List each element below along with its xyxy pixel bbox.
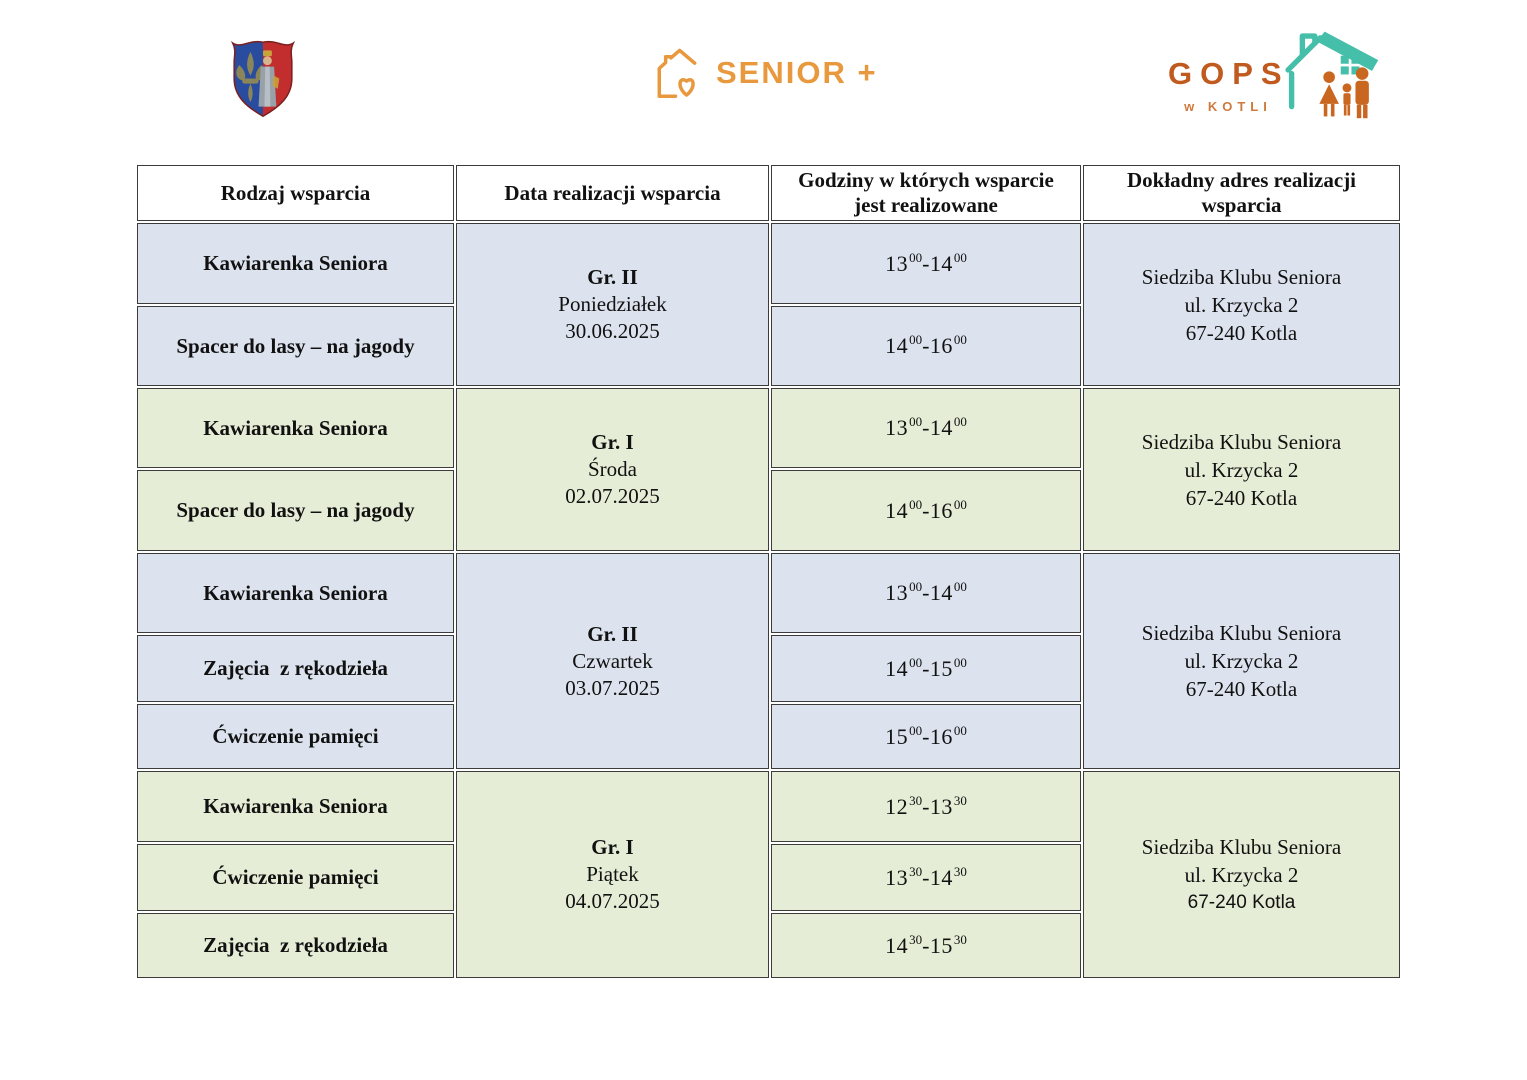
hours-cell	[771, 306, 1081, 386]
address-line: Siedziba Klubu Seniora	[1141, 621, 1342, 645]
minute-end: 30	[953, 863, 967, 879]
table-row	[137, 771, 1400, 842]
hour-start: 14	[885, 333, 909, 358]
day-label: Piątek	[586, 862, 639, 886]
hours-cell	[771, 388, 1081, 468]
address-cell	[1083, 388, 1400, 551]
hours-cell	[771, 704, 1081, 769]
address-cell	[1083, 223, 1400, 386]
address-line: Siedziba Klubu Seniora	[1141, 834, 1342, 859]
activity-cell: Ćwiczenie pamięci	[137, 704, 454, 769]
gops-title: GOPS	[1168, 56, 1290, 91]
crest-shield-icon	[226, 34, 300, 120]
table-row	[137, 553, 1400, 633]
hours-cell	[771, 635, 1081, 702]
address-line: 67-240 Kotla	[1185, 320, 1298, 345]
address-cell	[1083, 553, 1400, 769]
gops-subtitle: w KOTLI	[1184, 99, 1272, 114]
minute-end: 00	[953, 249, 967, 265]
kotla-coat-of-arms-icon	[226, 34, 300, 125]
day-label: Środa	[588, 457, 637, 481]
minute-start: 00	[909, 249, 923, 265]
table-row	[137, 388, 1400, 468]
hour-start: 13	[885, 415, 909, 440]
address-line: ul. Krzycka 2	[1184, 649, 1299, 673]
hours-separator: -	[922, 415, 930, 440]
activity-cell: Zajęcia z rękodzieła	[137, 635, 454, 702]
date-cell	[456, 771, 769, 978]
hour-end: 15	[929, 932, 953, 958]
hour-end: 14	[929, 580, 953, 605]
group-label: Gr. II	[587, 265, 638, 289]
hour-start: 13	[885, 250, 909, 276]
activity-cell: Kawiarenka Seniora	[137, 553, 454, 633]
address-line: Siedziba Klubu Seniora	[1141, 264, 1342, 289]
address-line: ul. Krzycka 2	[1184, 862, 1299, 887]
hour-end: 16	[929, 723, 953, 749]
hours-separator: -	[922, 580, 930, 605]
minute-end: 00	[953, 722, 967, 738]
house-family-icon	[1270, 20, 1382, 120]
address-line: 67-240 Kotla	[1187, 891, 1296, 913]
hour-start: 13	[885, 864, 909, 890]
hour-end: 14	[929, 864, 953, 890]
hour-start: 14	[885, 655, 909, 681]
address-line: ul. Krzycka 2	[1184, 292, 1299, 317]
hours-separator: -	[922, 250, 930, 276]
hour-start: 15	[885, 723, 909, 749]
activity-cell: Kawiarenka Seniora	[137, 771, 454, 842]
minute-start: 00	[909, 579, 923, 594]
table-row	[137, 223, 1400, 304]
minute-start: 00	[909, 654, 923, 670]
activity-cell: Ćwiczenie pamięci	[137, 844, 454, 911]
minute-end: 00	[953, 654, 967, 670]
minute-start: 30	[909, 931, 923, 947]
date-label: 04.07.2025	[565, 889, 660, 913]
header-godziny: Godziny w których wsparcie jest realizowane	[771, 165, 1081, 221]
group-label: Gr. II	[587, 621, 638, 646]
activity-cell: Kawiarenka Seniora	[137, 223, 454, 304]
hours-cell	[771, 553, 1081, 633]
date-cell	[456, 223, 769, 386]
hours-separator: -	[922, 793, 930, 819]
minute-start: 00	[909, 722, 923, 738]
header-rodzaj: Rodzaj wsparcia	[137, 165, 454, 221]
hour-start: 12	[885, 793, 909, 819]
day-label: Poniedziałek	[558, 292, 667, 316]
hours-cell	[771, 913, 1081, 978]
minute-end: 30	[953, 931, 967, 947]
activity-cell: Spacer do lasy – na jagody	[137, 306, 454, 386]
hour-start: 14	[885, 932, 909, 958]
address-line: ul. Krzycka 2	[1184, 457, 1299, 482]
hours-cell	[771, 844, 1081, 911]
hours-separator: -	[922, 333, 930, 358]
date-label: 02.07.2025	[565, 484, 660, 508]
hours-cell	[771, 470, 1081, 551]
minute-start: 00	[909, 332, 923, 347]
hours-separator: -	[922, 723, 930, 749]
hour-end: 16	[929, 497, 953, 523]
address-line: 67-240 Kotla	[1185, 677, 1298, 701]
minute-end: 00	[953, 332, 967, 347]
date-cell	[456, 388, 769, 551]
minute-end: 00	[953, 496, 967, 512]
hours-cell	[771, 771, 1081, 842]
hour-start: 13	[885, 580, 909, 605]
hour-end: 14	[929, 415, 953, 440]
family-figures-icon	[1319, 67, 1369, 118]
minute-end: 30	[953, 792, 967, 808]
minute-end: 00	[953, 414, 967, 429]
group-label: Gr. I	[591, 835, 634, 859]
date-label: 03.07.2025	[565, 675, 660, 700]
hours-separator: -	[922, 497, 930, 523]
house-heart-icon	[650, 44, 708, 102]
address-line: Siedziba Klubu Seniora	[1141, 429, 1342, 454]
address-cell	[1083, 771, 1400, 978]
hour-end: 13	[929, 793, 953, 819]
minute-start: 30	[909, 863, 923, 879]
minute-start: 00	[909, 496, 923, 512]
minute-start: 30	[909, 792, 923, 808]
hours-separator: -	[922, 864, 930, 890]
address-line: 67-240 Kotla	[1185, 485, 1298, 510]
activity-cell: Spacer do lasy – na jagody	[137, 470, 454, 551]
activity-cell: Zajęcia z rękodzieła	[137, 913, 454, 978]
hour-end: 14	[929, 250, 953, 276]
hours-separator: -	[922, 655, 930, 681]
date-label: 30.06.2025	[565, 319, 660, 343]
schedule-table	[135, 163, 1402, 980]
hours-separator: -	[922, 932, 930, 958]
minute-end: 00	[953, 579, 967, 594]
hours-cell	[771, 223, 1081, 304]
activity-cell: Kawiarenka Seniora	[137, 388, 454, 468]
group-label: Gr. I	[591, 430, 634, 454]
hour-end: 15	[929, 655, 953, 681]
header-data: Data realizacji wsparcia	[456, 165, 769, 221]
day-label: Czwartek	[572, 648, 653, 673]
senior-plus-logo	[650, 44, 878, 102]
minute-start: 00	[909, 414, 923, 429]
hour-end: 16	[929, 333, 953, 358]
date-cell	[456, 553, 769, 769]
header-row	[137, 165, 1400, 221]
senior-plus-label: SENIOR +	[716, 55, 878, 90]
header-adres: Dokładny adres realizacji wsparcia	[1083, 165, 1400, 221]
hour-start: 14	[885, 497, 909, 523]
